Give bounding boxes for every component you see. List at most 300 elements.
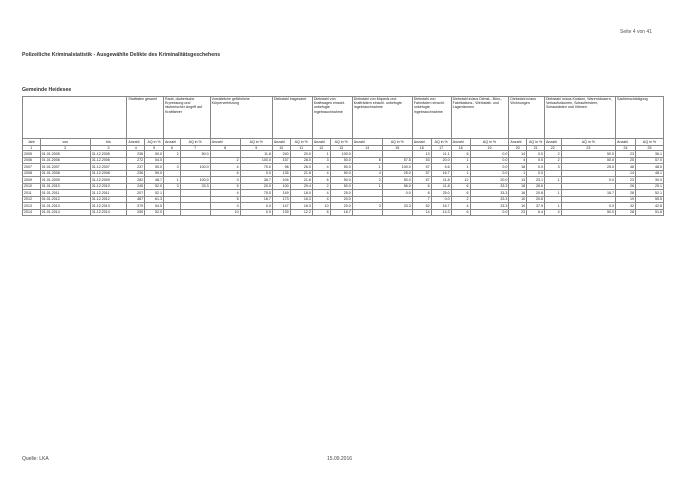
sub-header-to: bis [90, 139, 127, 146]
row-year: 2014 [23, 209, 41, 216]
row-year: 2008 [23, 170, 41, 177]
table-cell: 20.0 [470, 177, 509, 184]
table-cell: 4 [312, 164, 330, 171]
table-cell: 32 [616, 203, 636, 210]
table-cell: 42.8 [636, 203, 664, 210]
table-cell: 2 [210, 157, 240, 164]
column-number: 21 [527, 146, 545, 151]
table-cell: 18.0 [290, 190, 312, 197]
sub-header-rate: AQ in % [180, 139, 210, 146]
column-number: 25 [636, 146, 664, 151]
header-group: Straftaten gesamt [127, 97, 164, 139]
table-cell: 4 [312, 190, 330, 197]
table-cell: 135 [272, 170, 290, 177]
sub-header-count: Anzahl [412, 139, 431, 146]
table-cell: 100.0 [330, 151, 352, 158]
table-cell: 14 [616, 170, 636, 177]
table-cell: 50.0 [561, 151, 615, 158]
table-cell: 16.7 [561, 190, 615, 197]
column-number: 4 [127, 146, 145, 151]
row-date: 01.01.2009 [40, 177, 90, 184]
footer-source: Quelle: LKA [22, 456, 49, 462]
sub-header-rate: AQ in % [527, 139, 545, 146]
column-number: 14 [352, 146, 382, 151]
table-cell [164, 209, 181, 216]
table-cell: 10 [312, 203, 330, 210]
table-cell: 16 [509, 190, 527, 197]
footer-date: 15.09.2016 [327, 456, 353, 462]
table-cell: 0.0 [431, 196, 451, 203]
table-cell: 2 [164, 151, 181, 158]
table-cell: 2 [544, 151, 561, 158]
table-cell: 50.0 [561, 157, 615, 164]
table-cell: 0.0 [470, 164, 509, 171]
table-cell: 14 [509, 151, 527, 158]
column-number: 23 [561, 146, 615, 151]
row-date: 31.12.2011 [90, 190, 127, 197]
column-number: 10 [272, 146, 290, 151]
sub-header-rate: AQ in % [636, 139, 664, 146]
table-cell: 149 [272, 190, 290, 197]
table-cell: 100.0 [180, 164, 210, 171]
sub-header-count: Anzahl [127, 139, 145, 146]
table-cell: 53 [412, 157, 431, 164]
table-cell: 20.0 [431, 157, 451, 164]
table-cell: 51.6 [636, 209, 664, 216]
table-cell: 4 [451, 203, 470, 210]
table-cell: 4 [312, 196, 330, 203]
table-cell: 379 [127, 203, 145, 210]
sub-header-year: Jahr [23, 139, 41, 146]
row-date: 31.12.2006 [90, 157, 127, 164]
table-cell: 10 [509, 203, 527, 210]
table-cell: 240 [272, 151, 290, 158]
table-cell: 33.3 [470, 190, 509, 197]
table-cell: 54.5 [145, 203, 164, 210]
header-group: Diebstahl in/aus Dienst-, Büro-, Fabrikations-, Werkstatt- und Lagerräumen [451, 97, 509, 139]
sub-header-count: Anzahl [164, 139, 181, 146]
table-cell: 236 [127, 170, 145, 177]
header-group: Diebstahl von Mopeds und Krafträdern einschl. unbefugte Ingebrauchnahme [352, 97, 412, 139]
row-year: 2007 [23, 164, 41, 171]
table-cell: 18 [509, 164, 527, 171]
table-cell: 16.7 [240, 196, 272, 203]
table-cell: 6 [412, 183, 431, 190]
table-cell: 6 [451, 151, 470, 158]
table-cell: 0.0 [240, 209, 272, 216]
header-period [23, 97, 127, 139]
table-cell: 1 [544, 190, 561, 197]
table-cell: 57 [412, 177, 431, 184]
column-number: 22 [544, 146, 561, 151]
table-cell: 23 [616, 177, 636, 184]
sub-header-rate: AQ in % [240, 139, 272, 146]
column-number: 5 [145, 146, 164, 151]
table-cell: 2 [544, 157, 561, 164]
table-cell: 16.3 [290, 196, 312, 203]
sub-header-count: Anzahl [352, 139, 382, 146]
table-cell: 147 [272, 203, 290, 210]
column-number: 11 [290, 146, 312, 151]
table-cell: 50.0 [180, 151, 210, 158]
table-cell: 37.5 [527, 203, 545, 210]
table-cell: 5 [210, 196, 240, 203]
table-cell: 25.0 [431, 190, 451, 197]
column-number: 9 [240, 146, 272, 151]
table-cell: 100.0 [382, 164, 412, 171]
column-number: 17 [431, 146, 451, 151]
table-cell: 4 [210, 164, 240, 171]
table-cell: 0.0 [527, 157, 545, 164]
table-cell: 33.3 [382, 203, 412, 210]
table-cell: 50.0 [330, 170, 352, 177]
table-cell: 0.0 [470, 170, 509, 177]
column-number: 6 [164, 146, 181, 151]
table-cell: 57.0 [636, 157, 664, 164]
header-group: Diebstahl in/aus Wohnungen [509, 97, 545, 139]
sub-header-rate: AQ in % [470, 139, 509, 146]
table-cell: 1 [312, 151, 330, 158]
table-cell: 487 [127, 196, 145, 203]
table-cell: 20.0 [330, 203, 352, 210]
table-cell: 33.3 [470, 196, 509, 203]
table-cell: 50.0 [330, 157, 352, 164]
table-cell: 75.0 [240, 190, 272, 197]
table-cell: 6 [451, 183, 470, 190]
table-cell: 56.0 [382, 183, 412, 190]
column-number: 2 [40, 146, 90, 151]
table-cell: 16.7 [431, 170, 451, 177]
row-date: 31.12.2012 [90, 196, 127, 203]
row-date: 01.01.2006 [40, 157, 90, 164]
table-cell: 3 [312, 157, 330, 164]
table-cell: 13 [509, 177, 527, 184]
column-number: 15 [382, 146, 412, 151]
sub-header-count: Anzahl [544, 139, 561, 146]
row-year: 2010 [23, 183, 41, 190]
table-cell: 20.0 [330, 196, 352, 203]
table-cell: 33.3 [470, 183, 509, 190]
table-cell: 18 [509, 183, 527, 190]
table-cell: 0.0 [527, 170, 545, 177]
table-cell: 21.8 [290, 170, 312, 177]
table-cell: 75.0 [240, 164, 272, 171]
table-cell: 36.7 [240, 177, 272, 184]
table-cell: 1 [509, 170, 527, 177]
table-cell: 19 [616, 196, 636, 203]
table-cell: 16.3 [290, 203, 312, 210]
row-year: 2011 [23, 190, 41, 197]
table-cell: 6.4 [527, 209, 545, 216]
table-cell: 21.6 [290, 177, 312, 184]
row-date: 31.12.2009 [90, 177, 127, 184]
sub-header-count: Anzahl [451, 139, 470, 146]
table-cell: 11.8 [240, 151, 272, 158]
sub-header-rate: AQ in % [145, 139, 164, 146]
table-cell: 11.1 [431, 151, 451, 158]
row-date: 01.01.2010 [40, 183, 90, 190]
table-sub-header-row [23, 139, 664, 146]
sub-header-rate: AQ in % [330, 139, 352, 146]
table-cell: 50.0 [382, 177, 412, 184]
row-year: 2006 [23, 157, 41, 164]
table-cell: 3 [352, 203, 382, 210]
table-cell: 25 [616, 157, 636, 164]
table-cell: 52 [412, 203, 431, 210]
table-cell: 16.7 [431, 203, 451, 210]
table-cell: 6 [312, 209, 330, 216]
table-cell: 237 [127, 164, 145, 171]
table-cell: 139 [272, 209, 290, 216]
table-cell: 255 [127, 209, 145, 216]
table-cell: 6 [210, 170, 240, 177]
table-cell: 12 [451, 177, 470, 184]
row-year: 2013 [23, 203, 41, 210]
table-cell: 2 [451, 196, 470, 203]
table-cell: 23 [616, 151, 636, 158]
row-date: 31.12.2005 [90, 151, 127, 158]
column-number: 7 [180, 146, 210, 151]
table-cell: 6 [451, 190, 470, 197]
table-cell: 2 [352, 177, 382, 184]
table-cell: 100.0 [240, 157, 272, 164]
table-cell: 36.1 [636, 151, 664, 158]
column-number: 16 [412, 146, 431, 151]
header-group: Vorsätzliche gefährliche Körperverletzung [210, 97, 272, 139]
table-body [23, 151, 664, 216]
table-cell: 50.0 [145, 151, 164, 158]
table-cell: 3 [210, 203, 240, 210]
table-cell: 0.0 [470, 209, 509, 216]
row-date: 31.12.2013 [90, 203, 127, 210]
table-group-header-row [23, 97, 664, 139]
table-cell: 29.4 [290, 183, 312, 190]
header-group: Diebstahl von Fahrrädern einschl. unbefugte Ingebrauchnahme [412, 97, 451, 139]
table-cell: 50.0 [330, 177, 352, 184]
table-cell: 245 [127, 183, 145, 190]
table-cell: 0.0 [527, 164, 545, 171]
table-cell: 8 [412, 190, 431, 197]
table-cell: 61.3 [145, 196, 164, 203]
table-cell: 10 [210, 209, 240, 216]
table-cell: 50.0 [330, 183, 352, 190]
column-number: 1 [23, 146, 41, 151]
table-cell: 25.1 [636, 183, 664, 190]
table-cell: 11.8 [431, 177, 451, 184]
table-cell: 50.0 [330, 164, 352, 171]
table-cell: 0.0 [561, 177, 615, 184]
table-cell: 14 [412, 209, 431, 216]
table-cell: 207 [127, 190, 145, 197]
row-date: 31.12.2008 [90, 170, 127, 177]
table-cell: 26.6 [527, 183, 545, 190]
table-cell: 100.0 [180, 177, 210, 184]
header-group: Sachbeschädigung [616, 97, 664, 139]
header-group: Raub, räuberische Erpressung und räuberischer Angriff auf Kraftfahrer [164, 97, 211, 139]
table-cell: 30.0 [636, 177, 664, 184]
table-cell: 55.5 [636, 196, 664, 203]
row-date: 01.01.2011 [40, 190, 90, 197]
table-cell: 0.0 [382, 190, 412, 197]
sub-header-count: Anzahl [312, 139, 330, 146]
table-cell: 1 [164, 177, 181, 184]
table-cell: 16.7 [330, 209, 352, 216]
table-cell: 28 [616, 190, 636, 197]
table-cell: 11.8 [431, 183, 451, 190]
table-cell: 13 [412, 151, 431, 158]
table-cell: 48 [616, 164, 636, 171]
document-subtitle: Gemeinde Heidesee [22, 87, 72, 93]
table-cell: 54.0 [145, 157, 164, 164]
table-cell: 96 [272, 164, 290, 171]
table-cell: 52.1 [636, 190, 664, 197]
table-cell: 3 [210, 177, 240, 184]
row-date: 31.12.2014 [90, 209, 127, 216]
table-cell: 57.5 [382, 157, 412, 164]
table-cell: 3 [164, 164, 181, 171]
table-cell: 1 [451, 157, 470, 164]
column-number: 18 [451, 146, 470, 151]
table-cell: 52.1 [145, 190, 164, 197]
table-cell: 4 [509, 157, 527, 164]
row-date: 31.12.2007 [90, 164, 127, 171]
sub-header-rate: AQ in % [431, 139, 451, 146]
column-number: 3 [90, 146, 127, 151]
table-cell: 20.0 [240, 183, 272, 190]
sub-header-rate: AQ in % [290, 139, 312, 146]
table-cell: 20.8 [527, 190, 545, 197]
column-number: 13 [330, 146, 352, 151]
table-cell: 52.0 [145, 209, 164, 216]
sub-header-rate: AQ in % [382, 139, 412, 146]
table-cell: 0.0 [470, 157, 509, 164]
statistics-table [22, 96, 664, 216]
table-cell: 4 [544, 209, 561, 216]
table-cell: 23 [509, 209, 527, 216]
table-cell: 1 [544, 203, 561, 210]
table-cell: 57 [412, 170, 431, 177]
row-date: 01.01.2013 [40, 203, 90, 210]
table-cell: 26.0 [290, 164, 312, 171]
column-number: 20 [509, 146, 527, 151]
row-year: 2012 [23, 196, 41, 203]
column-number: 12 [312, 146, 330, 151]
row-date: 01.01.2008 [40, 170, 90, 177]
table-cell: 50.0 [145, 164, 164, 171]
table-cell: 20.0 [290, 151, 312, 158]
table-cell: 48.1 [636, 170, 664, 177]
table-cell: 1 [451, 170, 470, 177]
table-cell: 50.0 [561, 209, 615, 216]
column-number: 19 [470, 146, 509, 151]
row-date: 01.01.2005 [40, 151, 90, 158]
row-date: 01.01.2014 [40, 209, 90, 216]
header-group: Diebstahl insgesamt [272, 97, 312, 139]
table-cell: 26 [616, 183, 636, 190]
page-number: Seite 4 von 41 [620, 29, 652, 35]
table-cell: 28 [616, 209, 636, 216]
row-date: 31.12.2010 [90, 183, 127, 190]
table-cell: 2 [312, 183, 330, 190]
table-cell: 48.7 [145, 177, 164, 184]
document-title: Polizeiliche Kriminalstatistik - Ausgewählte Delikte des Kriminalitätsgeschehens [22, 52, 221, 58]
table-cell: 5.6 [431, 164, 451, 171]
table-cell [352, 209, 382, 216]
column-number: 8 [210, 146, 240, 151]
table-cell: 236 [127, 151, 145, 158]
table-cell: 14.3 [431, 209, 451, 216]
table-cell: 25.0 [561, 164, 615, 171]
row-date: 01.01.2012 [40, 196, 90, 203]
table-cell: 23.1 [527, 177, 545, 184]
row-year: 2005 [23, 151, 41, 158]
header-group: Diebstahl von Kraftwagen einschl. unbefugte Ingebrauchnahme [312, 97, 352, 139]
table-cell: 100 [272, 183, 290, 190]
sub-header-from: von [40, 139, 90, 146]
table-cell: 57 [412, 164, 431, 171]
table-cell [180, 209, 210, 216]
sub-header-count: Anzahl [616, 139, 636, 146]
row-date: 01.01.2007 [40, 164, 90, 171]
table-cell: 33.3 [180, 183, 210, 190]
sub-header-count: Anzahl [272, 139, 290, 146]
table-cell: 1 [352, 183, 382, 190]
sub-header-rate: AQ in % [561, 139, 615, 146]
table-cell: 104 [272, 177, 290, 184]
table-cell: 25.0 [330, 190, 352, 197]
table-cell: 6 [451, 209, 470, 216]
table-cell: 25.0 [382, 170, 412, 177]
table-cell: 28.0 [290, 157, 312, 164]
table-cell: 52.0 [145, 183, 164, 190]
table-cell: 0.0 [527, 151, 545, 158]
table-cell: 4 [312, 170, 330, 177]
table-cell: 0.0 [240, 170, 272, 177]
table-cell: 10 [509, 196, 527, 203]
table-cell: 3 [164, 183, 181, 190]
table-cell: 1 [451, 164, 470, 171]
table-cell: 0.0 [561, 203, 615, 210]
table-cell [382, 209, 412, 216]
table-cell: 0.0 [470, 151, 509, 158]
row-year: 2009 [23, 177, 41, 184]
table-cell: 0.0 [240, 203, 272, 210]
table-cell: 59.0 [145, 170, 164, 177]
sub-header-count: Anzahl [210, 139, 240, 146]
table-cell: 1 [544, 177, 561, 184]
table-cell: 8 [352, 157, 382, 164]
table-row [23, 209, 664, 216]
table-cell: 48.0 [636, 164, 664, 171]
table-cell: 157 [272, 157, 290, 164]
table-cell: 272 [127, 157, 145, 164]
table-cell: 3 [544, 164, 561, 171]
table-cell: 1 [352, 164, 382, 171]
table-cell: 6 [312, 177, 330, 184]
table-cell: 4 [352, 170, 382, 177]
table-cell: 173 [272, 196, 290, 203]
table-cell: 12.2 [290, 209, 312, 216]
column-number: 24 [616, 146, 636, 151]
table-cell: 5 [210, 183, 240, 190]
table-cell: 4 [210, 190, 240, 197]
table-cell: 20.8 [527, 196, 545, 203]
table-cell: 33.3 [470, 203, 509, 210]
header-group: Diebstahl in/aus Kiosken, Warenhäusern, Verkaufsräumen, Schaufenstern, Schaukästen und Vitrinen [544, 97, 615, 139]
sub-header-count: Anzahl [509, 139, 527, 146]
table-cell: 282 [127, 177, 145, 184]
table-cell: 7 [412, 196, 431, 203]
